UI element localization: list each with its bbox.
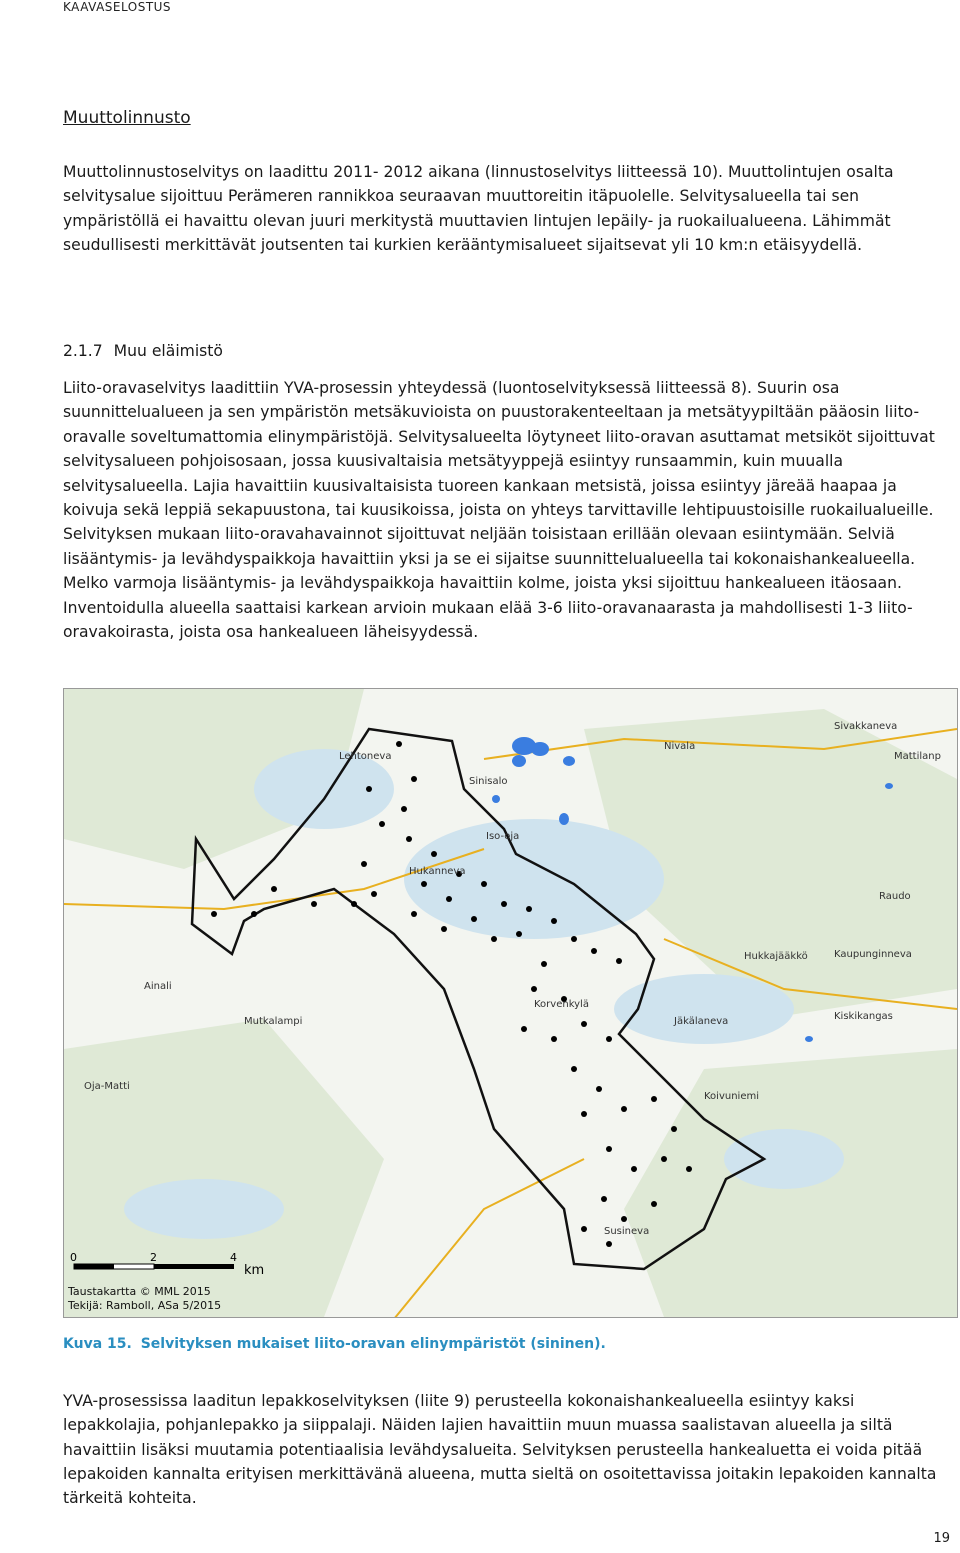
section-heading [63, 342, 223, 360]
place-mattilanp: Mattilanp [894, 751, 941, 762]
bats-paragraph: YVA-prosessissa laaditun lepakkoselvityksen (liite 9) perusteella kokonaishankealueella esiintyy kaksi lepakkolajia, pohjanlepakko ja siippalaji. Näiden lajien havaittiin muun muassa saalistavan alueella ja siltä havaittiin lisäksi muutamia potentiaalisia levähdysalueita. Selvityksen perusteella hankealuetta ei voida pitää lepakoiden kannalta erityisen merkittävänä alueena, mutta sieltä on osoitettavissa joitakin lepakoiden kannalta tärkeitä kohteita. [63, 1392, 937, 1508]
place-hukkajaakko: Hukkajääkkö [744, 951, 808, 962]
survey-point [571, 1066, 577, 1072]
survey-point [431, 851, 437, 857]
survey-point [396, 741, 402, 747]
survey-point [631, 1166, 637, 1172]
survey-point [581, 1111, 587, 1117]
survey-point [501, 901, 507, 907]
survey-point [371, 891, 377, 897]
survey-point [621, 1216, 627, 1222]
scale-label-0: 0 [70, 1251, 77, 1264]
survey-point [271, 886, 277, 892]
map-credits [68, 1285, 221, 1313]
survey-point [211, 911, 217, 917]
place-nivala: Nivala [664, 741, 696, 752]
survey-point [351, 901, 357, 907]
map-canvas [64, 689, 957, 1317]
habitat-map [63, 688, 958, 1318]
place-raudo: Raudo [879, 891, 911, 902]
place-ainali: Ainali [144, 981, 172, 992]
scale-label-2: 2 [150, 1251, 157, 1264]
survey-point [671, 1126, 677, 1132]
survey-point [661, 1156, 667, 1162]
survey-point [551, 918, 557, 924]
survey-point [606, 1241, 612, 1247]
survey-point [379, 821, 385, 827]
survey-point [251, 911, 257, 917]
place-lehtoneva: Lehtoneva [339, 751, 392, 762]
survey-point [521, 1026, 527, 1032]
survey-point [411, 776, 417, 782]
survey-point [541, 961, 547, 967]
place-sinisalo: Sinisalo [469, 776, 508, 787]
migratory-birds-heading: Muuttolinnusto [63, 108, 191, 128]
caption-text: Selvityksen mukaiset liito-oravan elinympäristöt (sininen). [140, 1336, 606, 1352]
survey-point [406, 836, 412, 842]
place-hukanneva: Hukanneva [409, 866, 466, 877]
place-isooja: Iso-oja [486, 831, 520, 842]
survey-point [651, 1096, 657, 1102]
survey-point [366, 786, 372, 792]
survey-point [606, 1146, 612, 1152]
survey-point [441, 926, 447, 932]
survey-point [686, 1166, 692, 1172]
survey-point [571, 936, 577, 942]
migratory-birds-paragraph: Muuttolinnustoselvitys on laadittu 2011- 2012 aikana (linnustoselvitys liitteessä 10). Muuttolintujen osalta selvitysalue sijoittuu Perämeren rannikkoa seuraavan muuttoreitin itäpuolelle. Selvitysalueella tai sen ympäristöllä ei havaittu olevan juuri merkitystä muuttavien lintujen lepäily- ja ruokailualueena. Lähimmät seudullisesti merkittävät joutsenten tai kurkien kerääntymisalueet sijaitsevat yli 10 km:n etäisyydellä. [63, 163, 894, 254]
basemap-credit: Taustakartta © MML 2015 [68, 1285, 211, 1298]
place-korvenkyla: Korvenkylä [534, 999, 589, 1010]
survey-point [411, 911, 417, 917]
caption-label: Kuva 15. [63, 1336, 132, 1352]
place-ojamatti: Oja-Matti [84, 1081, 130, 1092]
survey-point [551, 1036, 557, 1042]
place-kaupunginneva: Kaupunginneva [834, 949, 912, 960]
place-koivuniemi: Koivuniemi [704, 1091, 759, 1102]
survey-point [516, 931, 522, 937]
place-sivakkaneva: Sivakkaneva [834, 721, 898, 732]
figure-caption [63, 1336, 606, 1352]
survey-point [621, 1106, 627, 1112]
page-number: 19 [933, 1531, 950, 1546]
survey-point [491, 936, 497, 942]
survey-point [601, 1196, 607, 1202]
survey-point [421, 881, 427, 887]
scale-label-4: 4 [230, 1251, 237, 1264]
survey-point [606, 1036, 612, 1042]
place-kiskikangas: Kiskikangas [834, 1011, 893, 1022]
survey-point [526, 906, 532, 912]
place-jakalaneva: Jäkälaneva [674, 1016, 729, 1027]
survey-point [311, 901, 317, 907]
survey-point [471, 916, 477, 922]
flying-squirrel-paragraph: Liito-oravaselvitys laadittiin YVA-prosessin yhteydessä (luontoselvityksessä liitteessä 8). Suurin osa suunnittelualueen ja sen ympäristön metsäkuvioista on puustorakenteeltaan ja metsätyypiltään pääosin liito-oravalle soveltumattomia elinympäristöjä. Selvitysalueelta löytyneet liito-oravan asuttamat metsiköt sijoittuvat selvitysalueen pohjoisosaan, jossa kuusivaltaisia metsätyyppejä esiintyy runsaammin, kuin muualla selvitysalueella. Lajia havaittiin kuusivaltaisista tuoreen kankaan metsistä, joissa esiintyy järeää haapaa ja koivuja sekä leppiä sekapuustona, tai kuusikoissa, joista on yhteys tarvittaville lehtipuustoisille ruokailualueille. Selvityksen mukaan liito-oravahavainnot sijoittuvat neljään toisistaan erillään olevaan esiintymään. Selviä lisääntymis- ja levähdyspaikkoja havaittiin yksi ja se ei sijaitse suunnittelualueella tai kokonaishankealueella. Melko varmoja lisääntymis- ja levähdyspaikkoja havaittiin kolme, joista yksi sijoittuu hankealueen itäosaan. Inventoidulla alueella saattaisi karkean arvioin mukaan elää 3-6 liito-oravanaarasta ja mahdollisesti 1-3 liito-oravakoirasta, joista osa hankealueen läheisyydessä. [63, 379, 935, 642]
place-mutkalampi: Mutkalampi [244, 1016, 303, 1027]
survey-point [581, 1226, 587, 1232]
section-number: 2.1.7 [63, 342, 103, 360]
author-credit: Tekijä: Ramboll, ASa 5/2015 [68, 1299, 222, 1312]
survey-point [651, 1201, 657, 1207]
document-header: KAAVASELOSTUS [63, 0, 172, 14]
section-title: Muu eläimistö [113, 342, 223, 360]
survey-point [361, 861, 367, 867]
survey-point [481, 881, 487, 887]
survey-point [446, 896, 452, 902]
survey-point [581, 1021, 587, 1027]
survey-point [401, 806, 407, 812]
survey-point [531, 986, 537, 992]
scale-unit: km [244, 1263, 265, 1278]
survey-point [616, 958, 622, 964]
survey-point [596, 1086, 602, 1092]
survey-point [591, 948, 597, 954]
place-susineva: Susineva [604, 1226, 650, 1237]
